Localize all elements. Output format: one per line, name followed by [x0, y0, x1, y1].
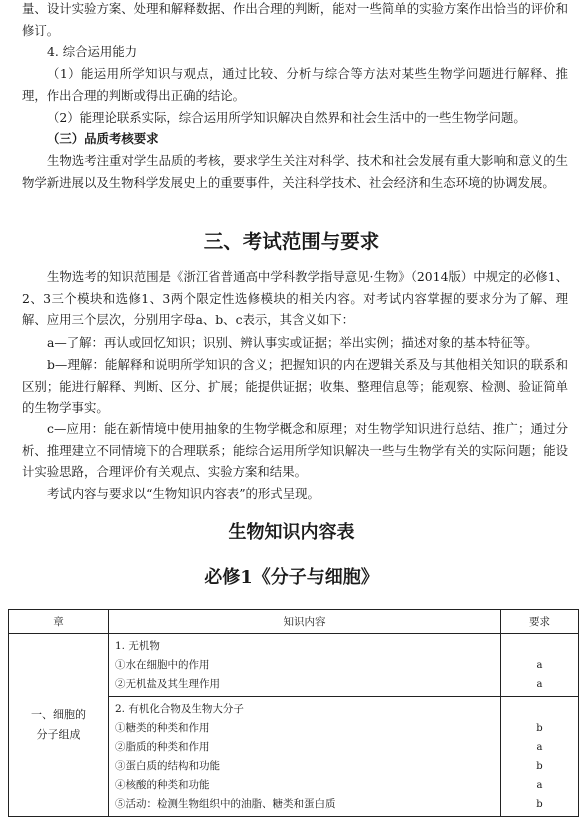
requirement-level: a — [536, 660, 543, 671]
list-item: ③蛋白质的结构和功能 — [115, 760, 220, 772]
list-item: ②无机盐及其生理作用 — [115, 678, 220, 690]
group-organic-req-cell — [501, 697, 579, 817]
paragraph-ability-1: （1）能运用所学知识与观点，通过比较、分析与综合等方法对某些生物学问题进行解释、推理，作出合理的判断或得出正确的结论。 — [22, 66, 568, 103]
group-organic-cell — [109, 697, 501, 817]
knowledge-content-table — [8, 609, 579, 817]
list-item: ④核酸的种类和功能 — [115, 779, 210, 791]
header-chapter: 章 — [9, 610, 109, 634]
paragraph-quality: 生物选考注重对学生品质的考核，要求学生关注对科学、技术和社会发展有重大影响和意义的生物学新进展以及生物科学发展史上的重要事件，关注科学技术、社会经济和生态环境的协调发展。 — [22, 153, 568, 190]
list-item: ①糖类的种类和作用 — [115, 722, 210, 734]
heading-quality-requirements: （三）品质考核要求 — [47, 131, 159, 146]
group-heading: 2. 有机化合物及生物大分子 — [115, 703, 244, 715]
requirement-level: b — [536, 761, 543, 772]
table-row — [9, 634, 579, 697]
paragraph-ability-2: （2）能理论联系实际，综合运用所学知识解决自然界和社会生活中的一些生物学问题。 — [47, 110, 526, 125]
group-inorganic-cell — [109, 634, 501, 697]
group-heading: 1. 无机物 — [115, 640, 160, 652]
heading-comprehensive-ability: 4. 综合运用能力 — [47, 44, 138, 59]
paragraph-level-c: c—应用：能在新情境中使用抽象的生物学概念和原理；对生物学知识进行总结、推广；通过分析、推理建立不同情境下的合理联系；能综合运用所学知识解决一些与生物学有关的实际问题；能设计实验思路，合理评价有关观点、实验方案和结果。 — [22, 421, 568, 479]
paragraph-knowledge-scope: 生物选考的知识范围是《浙江省普通高中学科教学指导意见·生物》（2014版）中规定的必修1、2、3三个模块和选修1、3两个限定性选修模块的相关内容。对考试内容掌握的要求分为了解、理解、应用三个层次，分别用字母a、b、c表示，其含义如下： — [22, 269, 568, 327]
paragraph-experiment-ability-end: 量、设计实验方案、处理和解释数据、作出合理的判断，能对一些简单的实验方案作出恰当的评价和修订。 — [22, 1, 568, 38]
paragraph-presentation: 考试内容与要求以“生物知识内容表”的形式呈现。 — [47, 486, 320, 501]
list-item: ①水在细胞中的作用 — [115, 659, 210, 671]
paragraph-level-a: a—了解：再认或回忆知识；识别、辨认事实或证据；举出实例；描述对象的基本特征等。 — [47, 335, 538, 350]
list-item: ⑤活动：检测生物组织中的油脂、糖类和蛋白质 — [115, 798, 336, 810]
chapter-label: 一、细胞的分子组成 — [31, 708, 86, 741]
requirement-level: a — [536, 679, 543, 690]
paragraph-level-b: b—理解：能解释和说明所学知识的含义；把握知识的内在逻辑关系及与其他相关知识的联系和区别；能进行解释、判断、区分、扩展；能提供证据；收集、整理信息等；能观察、检测、验证简单的生物学事实。 — [22, 357, 568, 415]
table-main-title: 生物知识内容表 — [228, 522, 355, 543]
header-knowledge: 知识内容 — [109, 610, 501, 634]
chapter-cell — [9, 634, 109, 817]
module-title: 必修1《分子与细胞》 — [204, 567, 379, 588]
list-item: ②脂质的种类和作用 — [115, 741, 210, 753]
header-requirement: 要求 — [501, 610, 579, 634]
section-title-exam-scope: 三、考试范围与要求 — [203, 230, 380, 253]
requirement-level: a — [536, 742, 543, 753]
requirement-level: b — [536, 799, 543, 810]
group-inorganic-req-cell — [501, 634, 579, 697]
table-header-row — [9, 610, 579, 634]
requirement-level: a — [536, 780, 543, 791]
requirement-level: b — [536, 723, 543, 734]
